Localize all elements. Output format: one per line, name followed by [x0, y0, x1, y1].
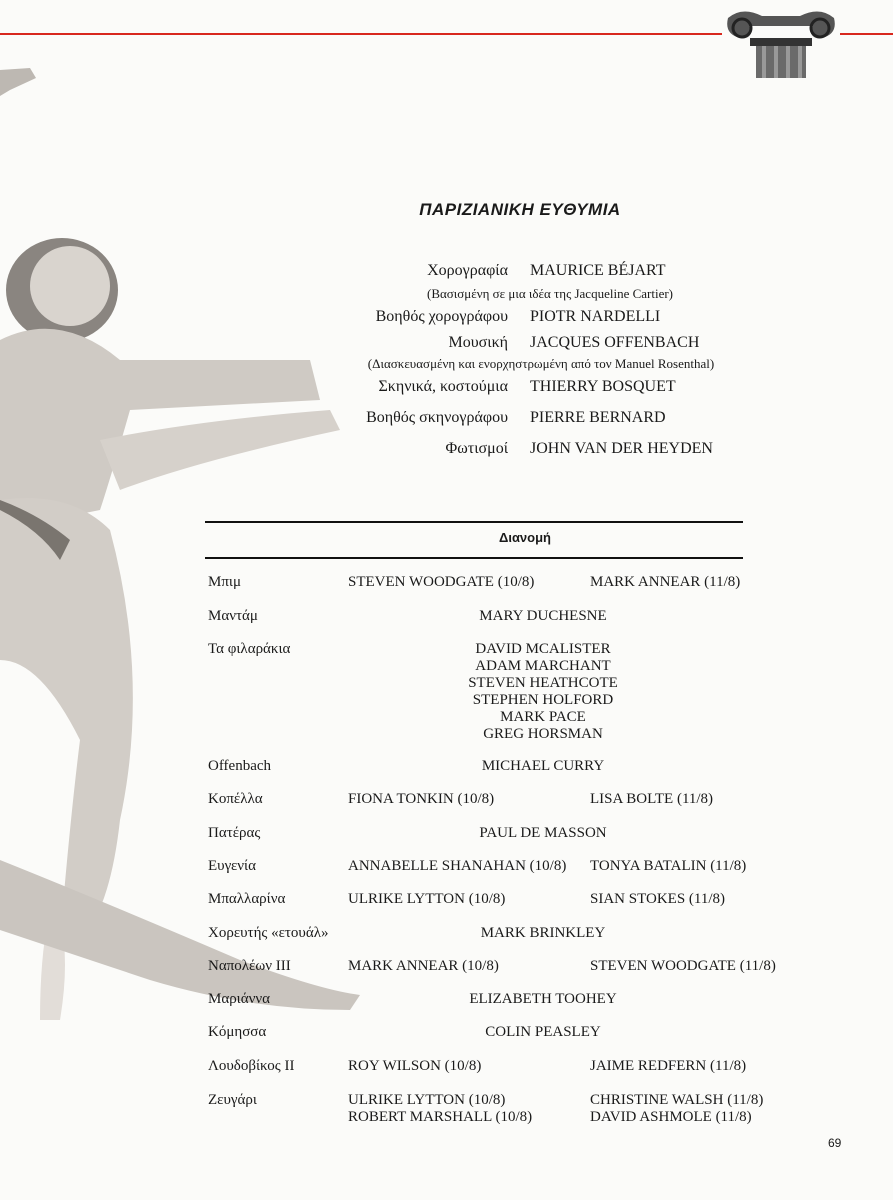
cast-performer: CHRISTINE WALSH (11/8)	[590, 1092, 764, 1108]
cast-role: Μπιμ	[208, 574, 241, 590]
credit-row-music	[0, 334, 893, 354]
cast-performer: ROY WILSON (10/8)	[348, 1058, 482, 1074]
cast-performer: ANNABELLE SHANAHAN (10/8)	[348, 858, 567, 874]
music-note: (Διασκευασμένη και ενορχηστρωμένη από τον Manuel Rosenthal)	[367, 356, 715, 371]
credit-name: MAURICE BÉJART	[530, 262, 666, 279]
credit-name: THIERRY BOSQUET	[530, 378, 676, 395]
dancer-photo	[0, 60, 380, 1050]
cast-performer: ADAM MARCHANT	[475, 658, 611, 674]
credit-role: Βοηθός χορογράφου	[375, 308, 508, 325]
cast-role: Μπαλλαρίνα	[208, 891, 286, 907]
cast-header: Διανομή	[498, 530, 551, 545]
credit-row-assistant-choreographer	[0, 308, 893, 328]
cast-role: Λουδοβίκος ΙΙ	[208, 1058, 295, 1074]
cast-performer: MARK ANNEAR (10/8)	[348, 958, 499, 974]
cast-role: Ευγενία	[208, 858, 256, 874]
cast-performer: DAVID MCALISTER	[475, 641, 611, 657]
credit-role: Σκηνικά, κοστούμια	[378, 378, 508, 395]
credit-role: Βοηθός σκηνογράφου	[366, 409, 508, 426]
cast-role: Offenbach	[208, 758, 272, 774]
cast-performer: PAUL DE MASSON	[479, 825, 607, 841]
credit-row-choreography	[0, 262, 893, 282]
cast-performer: ULRIKE LYTTON (10/8)	[348, 1092, 506, 1108]
cast-role: Μαριάννα	[208, 991, 270, 1007]
cast-bottom-rule	[205, 557, 743, 559]
cast-performer-group	[590, 1092, 763, 1126]
cast-role: Κόμησσα	[208, 1024, 267, 1040]
credit-name: JOHN VAN DER HEYDEN	[530, 440, 713, 457]
cast-role: Κοπέλλα	[208, 791, 263, 807]
cast-performer: MICHAEL CURRY	[481, 758, 605, 774]
cast-top-rule	[205, 521, 743, 523]
credit-name: PIOTR NARDELLI	[530, 308, 661, 325]
cast-performer: FIONA TONKIN (10/8)	[348, 791, 495, 807]
ionic-capital-icon	[722, 4, 840, 78]
cast-role: Χορευτής «ετουάλ»	[208, 925, 329, 941]
cast-performer: STEVEN WOODGATE (11/8)	[590, 958, 776, 974]
cast-performer-group	[348, 641, 738, 743]
credit-role: Χορογραφία	[427, 262, 508, 279]
credit-role: Μουσική	[448, 334, 508, 351]
cast-performer: ELIZABETH TOOHEY	[469, 991, 617, 1007]
cast-performer: STEPHEN HOLFORD	[472, 692, 614, 708]
cast-role: Πατέρας	[208, 825, 261, 841]
cast-performer: STEVEN HEATHCOTE	[468, 675, 618, 691]
cast-performer: SIAN STOKES (11/8)	[590, 891, 726, 907]
cast-performer: MARK BRINKLEY	[480, 925, 606, 941]
credit-name: JACQUES OFFENBACH	[530, 334, 700, 351]
cast-performer: ULRIKE LYTTON (10/8)	[348, 891, 506, 907]
cast-performer: DAVID ASHMOLE (11/8)	[590, 1109, 752, 1125]
cast-performer-group	[348, 1092, 532, 1126]
cast-performer: JAIME REDFERN (11/8)	[590, 1058, 747, 1074]
credit-row-lighting	[0, 440, 893, 460]
credit-row-assistant-designer	[0, 409, 893, 429]
credit-name: PIERRE BERNARD	[530, 409, 666, 426]
page-number: 69	[828, 1136, 842, 1150]
cast-role: Ζευγάρι	[208, 1092, 257, 1108]
cast-role: Ναπολέων ΙΙΙ	[208, 958, 291, 974]
cast-performer: ROBERT MARSHALL (10/8)	[348, 1109, 533, 1125]
cast-performer: MARY DUCHESNE	[479, 608, 607, 624]
cast-role: Τα φιλαράκια	[208, 641, 291, 657]
cast-performer: MARK PACE	[500, 709, 586, 725]
cast-performer: LISA BOLTE (11/8)	[590, 791, 714, 807]
choreography-note: (Βασισμένη σε μια ιδέα της Jacqueline Cartier)	[426, 286, 674, 301]
cast-performer: MARK ANNEAR (11/8)	[590, 574, 741, 590]
cast-role: Μαντάμ	[208, 608, 258, 624]
cast-performer: GREG HORSMAN	[483, 726, 603, 742]
credit-role: Φωτισμοί	[445, 440, 508, 457]
page-title: ΠΑΡΙΖΙΑΝΙΚΗ ΕΥΘΥΜΙΑ	[419, 200, 621, 219]
cast-performer: COLIN PEASLEY	[485, 1024, 601, 1040]
credit-row-sets-costumes	[0, 378, 893, 398]
cast-performer: STEVEN WOODGATE (10/8)	[348, 574, 535, 590]
cast-performer: TONYA BATALIN (11/8)	[590, 858, 747, 874]
